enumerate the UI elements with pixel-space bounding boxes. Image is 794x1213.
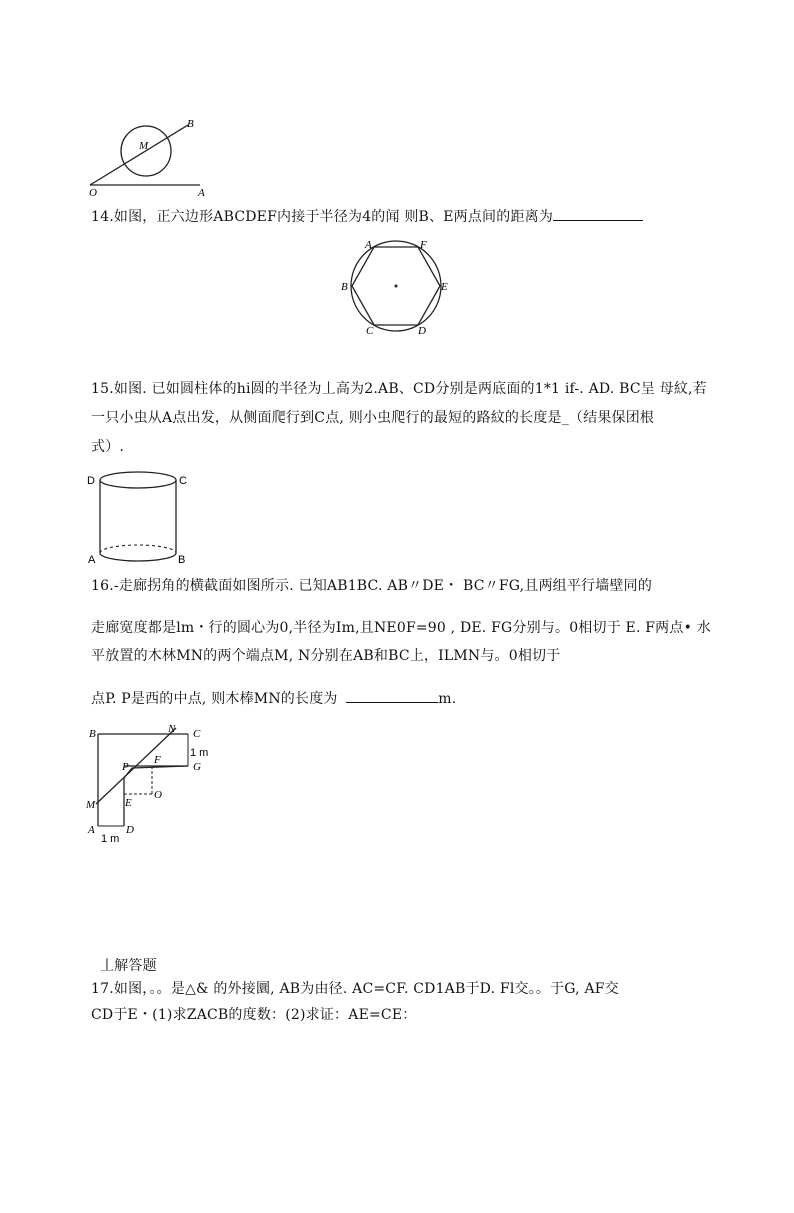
label-g: G [193,761,201,773]
section-title: 丄解答题 [100,958,157,974]
label-a: A [88,554,96,566]
label-p: P [122,761,129,773]
question-16-line-4 [91,688,456,708]
question-16-line-1: 16.-走廊拐角的横截面如图所示. 已知AB1BC. AB〃DE・ BC〃FG,且两组平行墙壁同的 [91,578,653,594]
question-17-line-1: 17.如图，。。是△& 的外接圜, AB为由径. AC=CF. CD1AB于D. Fl交。。于G, AF交 [91,981,619,997]
answer-blank-14 [553,206,643,221]
top-ellipse [100,472,176,488]
label-f: F [154,754,161,766]
label-e: E [441,281,448,293]
label-d: D [126,824,134,836]
unit-m: m. [438,691,457,707]
label-c: C [366,325,374,337]
cylinder-figure [84,466,194,568]
label-d: D [87,475,95,487]
question-14 [91,206,643,226]
answer-blank-16 [346,688,438,703]
corridor-figure [84,720,224,850]
line-ob [90,125,188,185]
question-16-line-3: 平放置的木林MN的两个端点M, N分别在AB和BC上，ILMN与。0相切于 [91,648,561,664]
label-a: A [365,239,372,251]
label-b: B [178,554,186,566]
question-16-line-2: 走廊宽度都是lm・行的圆心为0,半径为Im,且NE0F=90 , DE. FG分别与。0相切于 E. F两点• 水 [91,620,711,636]
label-n: N [168,723,176,735]
label-e: E [125,797,132,809]
label-c: C [179,475,187,487]
bottom-back-arc [100,545,176,553]
label-a: A [88,824,95,836]
label-f: F [420,239,427,251]
question-17-line-2: CD于E・(1)求ZACB的度数：(2)求证：AE=CE： [91,1007,417,1023]
center-point [395,285,398,288]
label-a: A [198,187,205,199]
label-o: O [89,187,97,199]
question-15-line-1: 15.如图. 已如圆柱体的hi圆的半径为丄高为2.AB、CD分别是两底面的1*1 if-. AD. BC呈 母紋,若 [91,381,707,397]
question-15-line-2: 一只小虫从A点出发，从侧面爬行到C点, 则小虫爬行的最短的路紋的长度是_（结果保团根 [91,410,655,426]
bottom-front-arc [100,553,176,561]
label-o: O [154,789,162,801]
label-b: B [89,728,96,740]
label-m: M [86,799,96,811]
label-d: D [418,325,426,337]
label-b: B [187,118,194,130]
label-1m-bottom: 1 m [101,833,120,845]
hexagon-figure [338,236,454,338]
circle-tangent-figure [80,115,220,200]
question-16-line-4-text: 点P. P是西的中点, 则木棒MN的长度为 [91,691,338,707]
label-b: B [341,281,348,293]
label-m: M [139,140,149,152]
question-14-text: 14.如图，正六边形ABCDEF内接于半径为4的闻 则B、E两点间的距离为 [91,209,554,225]
label-1m-right: 1 m [190,747,209,759]
question-15-line-3: 式）. [91,439,125,455]
label-c: C [193,728,201,740]
